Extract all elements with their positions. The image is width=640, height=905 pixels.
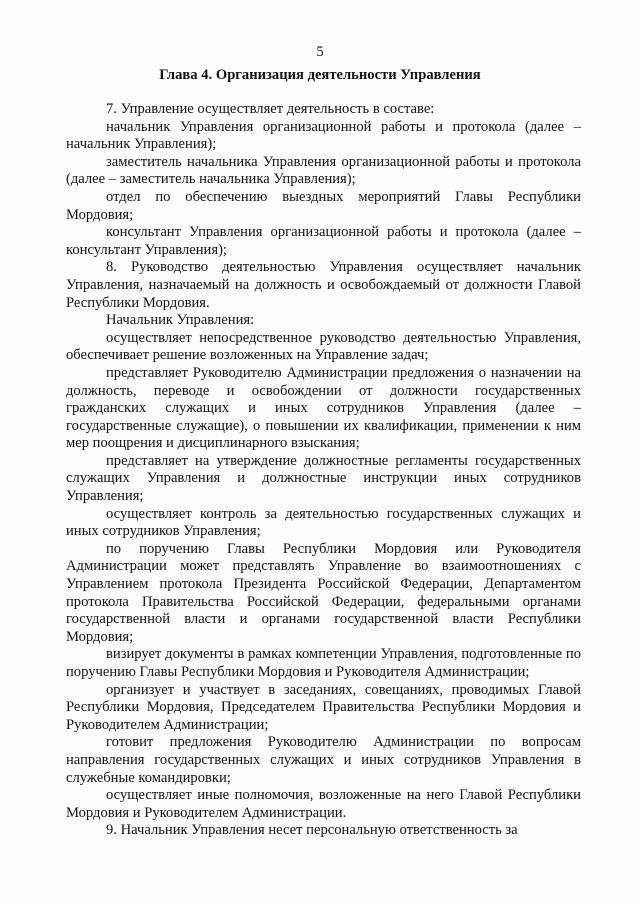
paragraph: представляет Руководителю Администрации предложения о назначении на должность, переводе и освобождении от должности государственных гражданских служащих и иных сотрудников Управления (далее – государственные служащие), о повышении их квалификации, применении к ним мер поощрения и дисциплинарного взыскания; bbox=[66, 364, 581, 452]
paragraph: осуществляет непосредственное руководство деятельностью Управления, обеспечивает решение возложенных на Управление задач; bbox=[66, 329, 581, 364]
paragraph: 8. Руководство деятельностью Управления осуществляет начальник Управления, назначаемый на должность и освобождаемый от должности Главой Республики Мордовия. bbox=[66, 259, 581, 311]
paragraph: консультант Управления организационной работы и протокола (далее – консультант Управления); bbox=[66, 224, 581, 258]
paragraph: начальник Управления организационной работы и протокола (далее – начальник Управления); bbox=[66, 118, 581, 153]
paragraph: по поручению Главы Республики Мордовия или Руководителя Администрации может представлять Управление во взаимоотношениях с Управлением протокола Президента Российской Федерации, Департаментом протокола Правительства Российской Федерации, федеральными органами государственной власти и органами государственной власти Республики Мордовия; bbox=[66, 540, 581, 645]
paragraph: 9. Начальник Управления несет персональную ответственность за bbox=[106, 822, 518, 839]
paragraph: осуществляет иные полномочия, возложенные на него Главой Республики Мордовия и Руководителем Администрации. bbox=[66, 787, 581, 821]
paragraph: готовит предложения Руководителю Администрации по вопросам направления государственных служащих и иных сотрудников Управления в служебные командировки; bbox=[66, 734, 581, 786]
paragraph: организует и участвует в заседаниях, совещаниях, проводимых Главой Республики Мордовия, Председателем Правительства Республики Мордовия и Руководителем Администрации; bbox=[66, 681, 581, 733]
paragraph: Начальник Управления: bbox=[106, 312, 255, 329]
paragraph: отдел по обеспечению выездных мероприятий Главы Республики Мордовия; bbox=[66, 188, 581, 223]
paragraph: визирует документы в рамках компетенции Управления, подготовленные по поручению Главы Республики Мордовия и Руководителя Администрации; bbox=[66, 646, 581, 680]
paragraph: заместитель начальника Управления организационной работы и протокола (далее – заместитель начальника Управления); bbox=[66, 153, 581, 188]
paragraph: осуществляет контроль за деятельностью государственных служащих и иных сотрудников Управления; bbox=[66, 505, 581, 540]
chapter-title: Глава 4. Организация деятельности Управления bbox=[159, 67, 481, 83]
paragraph: 7. Управление осуществляет деятельность в составе: bbox=[106, 101, 435, 117]
paragraph: представляет на утверждение должностные регламенты государственных служащих Управления и должностные инструкции иных сотрудников Управления; bbox=[66, 452, 581, 505]
page-number: 5 bbox=[316, 44, 324, 60]
body-text bbox=[66, 101, 581, 840]
